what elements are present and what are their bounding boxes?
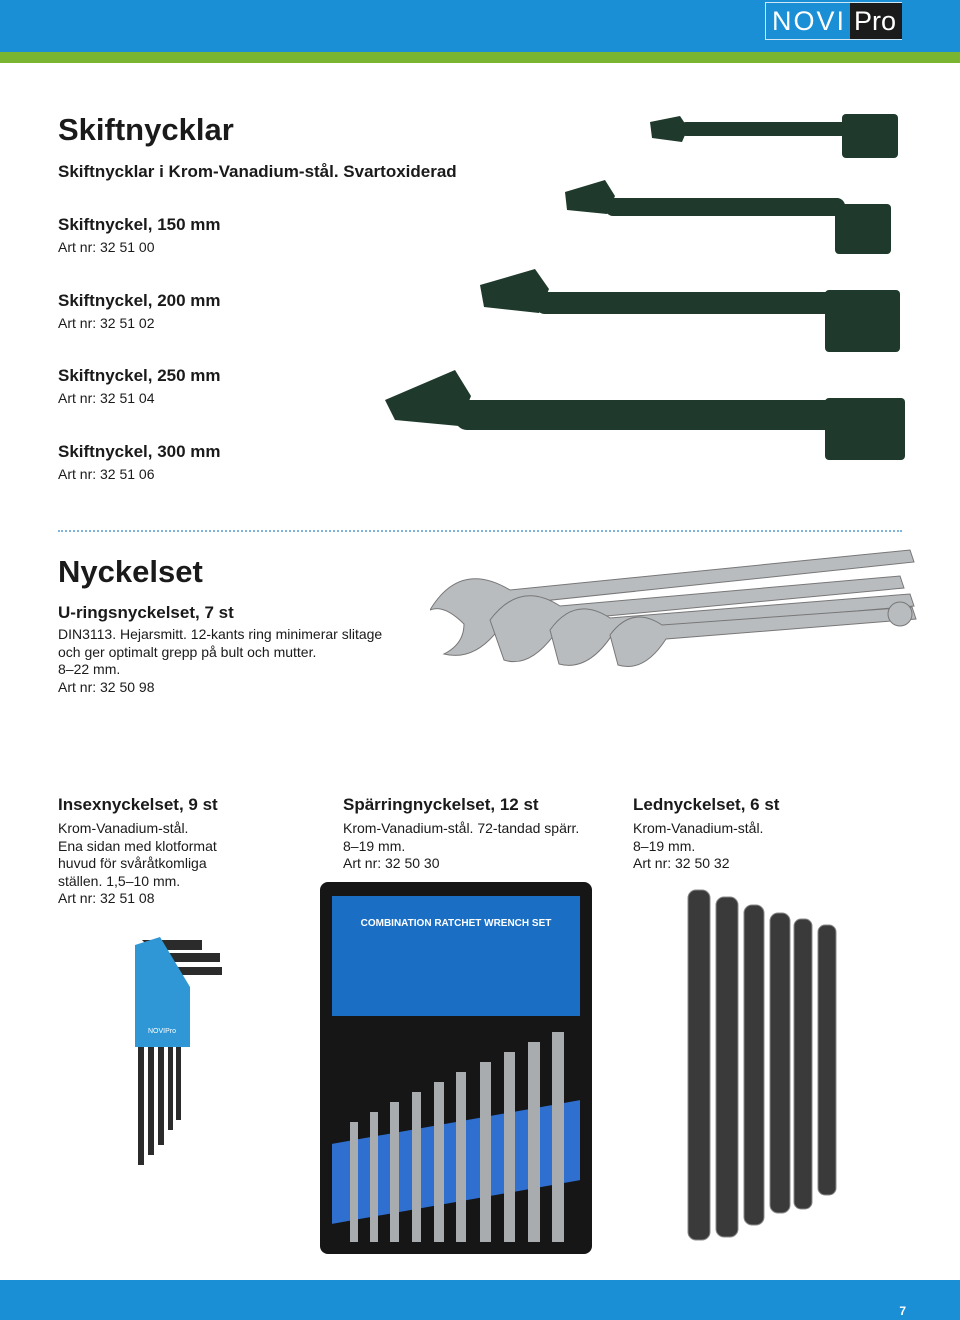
section-title: Skiftnycklar	[58, 112, 234, 147]
product-description: och ger optimalt grepp på bult och mutter.	[58, 643, 317, 660]
hex-key-set-image	[130, 925, 230, 1175]
combination-wrench-set-image	[430, 540, 920, 685]
article-number: Art nr: 32 50 32	[633, 855, 730, 871]
product-description: Krom-Vanadium-stål.	[58, 820, 189, 836]
article-number: Art nr: 32 51 08	[58, 890, 155, 906]
article-number: Art nr: 32 51 06	[58, 465, 155, 482]
product-name: Skiftnyckel, 250 mm	[58, 366, 221, 385]
product-description: huvud för svåråtkomliga	[58, 855, 207, 871]
socket-wrench-set-image	[680, 885, 850, 1245]
product-description: ställen. 1,5–10 mm.	[58, 872, 181, 889]
product-size-range: 8–19 mm.	[343, 837, 406, 854]
product-name: Skiftnyckel, 200 mm	[58, 290, 221, 310]
accent-stripe	[0, 52, 960, 63]
page-number: 7	[899, 1304, 906, 1318]
hex-key-logo: NOVIPro	[148, 1028, 177, 1035]
logo-text-pro: Pro	[850, 3, 902, 39]
section-subtitle: Skiftnycklar i Krom-Vanadium-stål. Svartoxiderad	[58, 162, 457, 181]
product-hex-key-set	[58, 795, 318, 908]
product-name: U-ringsnyckelset, 7 st	[58, 603, 234, 622]
section-divider	[58, 530, 902, 532]
article-number: Art nr: 32 50 30	[343, 855, 440, 871]
novipro-logo	[765, 2, 902, 40]
product-name: Skiftnyckel, 300 mm	[58, 441, 221, 461]
article-number: Art nr: 32 51 00	[58, 239, 155, 255]
article-number: Art nr: 32 51 04	[58, 390, 155, 406]
product-ratchet-set	[343, 795, 623, 873]
product-name: Spärringnyckelset, 12 st	[343, 795, 539, 814]
product-description: Krom-Vanadium-stål. 72-tandad spärr.	[343, 820, 580, 836]
article-number: Art nr: 32 50 98	[58, 678, 155, 695]
product-name: Insexnyckelset, 9 st	[58, 795, 218, 814]
product-description: Ena sidan med klotformat	[58, 837, 217, 854]
product-name: Lednyckelset, 6 st	[633, 795, 780, 814]
ratchet-box-label: COMBINATION RATCHET WRENCH SET	[360, 918, 552, 929]
section-wrench-sets	[58, 554, 382, 696]
product-size-range: 8–22 mm.	[58, 661, 121, 677]
ratchet-set-image	[320, 882, 592, 1254]
adjustable-wrenches-image	[380, 100, 910, 490]
product-description: DIN3113. Hejarsmitt. 12-kants ring minimerar slitage	[58, 626, 383, 642]
product-size-range: 8–19 mm.	[633, 837, 696, 854]
footer-bar	[0, 1280, 960, 1320]
logo-text-novi: NOVI	[772, 6, 847, 36]
product-socket-wrench-set	[633, 795, 913, 873]
section-title: Nyckelset	[58, 554, 203, 589]
product-description: Krom-Vanadium-stål.	[633, 820, 764, 836]
article-number: Art nr: 32 51 02	[58, 314, 155, 331]
product-name: Skiftnyckel, 150 mm	[58, 215, 221, 234]
